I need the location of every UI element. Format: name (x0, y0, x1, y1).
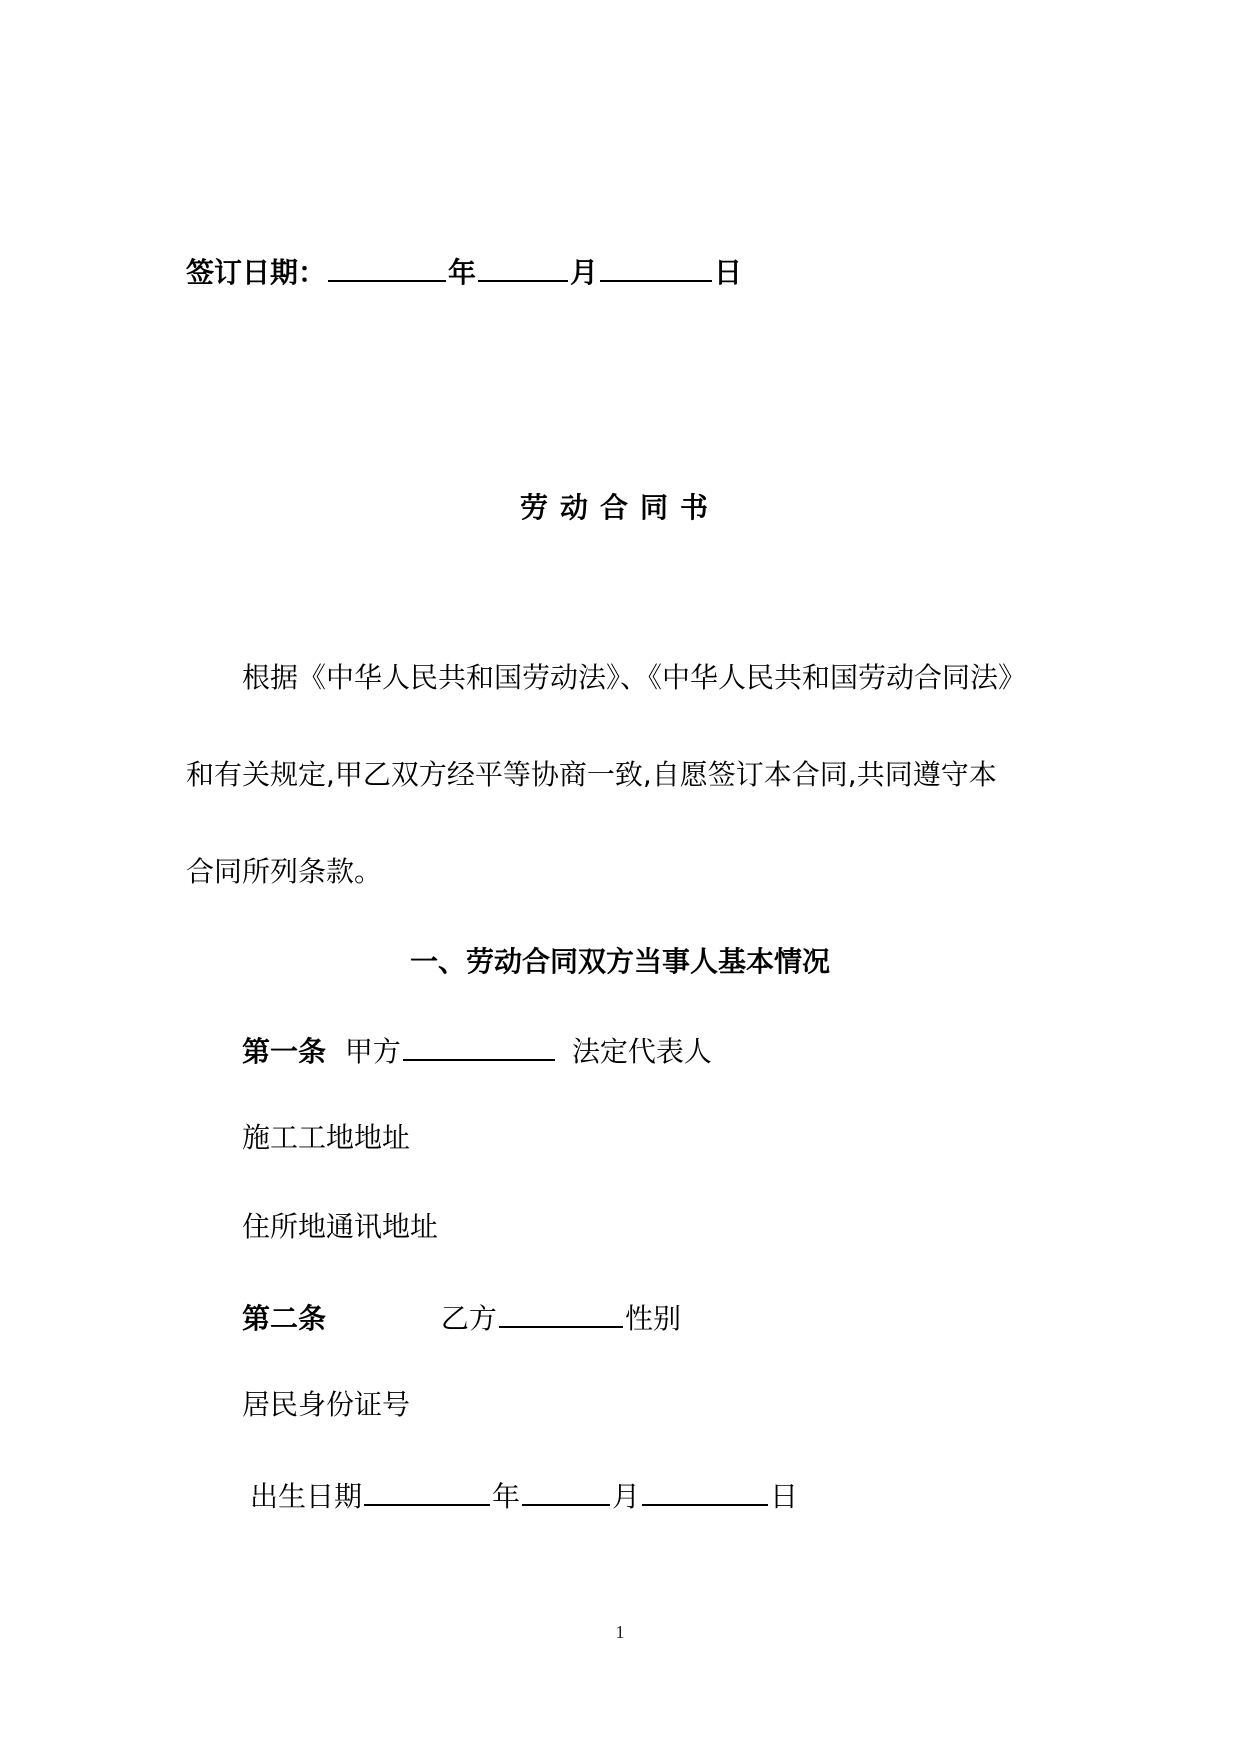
birth-month-blank[interactable] (522, 1474, 610, 1506)
article-1-line (242, 1029, 712, 1072)
intro-line-3: 合同所列条款。 (186, 855, 383, 888)
intro-line-2: 和有关规定,甲乙双方经平等协商一致,自愿签订本合同,共同遵守本 (186, 758, 997, 791)
birth-date-label: 出生日期 (250, 1480, 363, 1513)
legal-rep-label: 法定代表人 (571, 1035, 712, 1068)
sign-date-label: 签订日期： (186, 256, 327, 289)
article-2-label: 第二条 (242, 1302, 327, 1335)
article-2-line (242, 1296, 681, 1339)
birth-month-label: 月 (612, 1480, 641, 1513)
sign-month-label: 月 (570, 256, 599, 289)
site-address-line: 施工工地地址 (242, 1121, 411, 1154)
sign-year-blank[interactable] (328, 250, 446, 282)
section-1-heading: 一、劳动合同双方当事人基本情况 (409, 945, 830, 978)
birth-date-line (250, 1474, 798, 1517)
sign-year-label: 年 (448, 256, 477, 289)
sign-day-blank[interactable] (600, 250, 712, 282)
page-number: 1 (615, 1622, 625, 1642)
birth-day-blank[interactable] (642, 1474, 768, 1506)
sign-day-label: 日 (714, 256, 743, 289)
article-1-label: 第一条 (242, 1035, 327, 1068)
party-b-blank[interactable] (499, 1296, 623, 1328)
birth-year-blank[interactable] (364, 1474, 490, 1506)
party-a-blank[interactable] (403, 1029, 555, 1061)
id-number-line: 居民身份证号 (242, 1388, 411, 1421)
party-a-label: 甲方 (344, 1035, 401, 1068)
birth-year-label: 年 (492, 1480, 521, 1513)
mail-address-line: 住所地通讯地址 (242, 1210, 439, 1243)
sign-date-line (186, 250, 742, 293)
gender-label: 性别 (624, 1302, 681, 1335)
document-title: 劳动合同书 (519, 491, 720, 524)
birth-day-label: 日 (770, 1480, 799, 1513)
sign-month-blank[interactable] (478, 250, 568, 282)
party-b-label: 乙方 (440, 1302, 497, 1335)
intro-line-1: 根据《中华人民共和国劳动法》、《中华人民共和国劳动合同法》 (242, 661, 1027, 694)
